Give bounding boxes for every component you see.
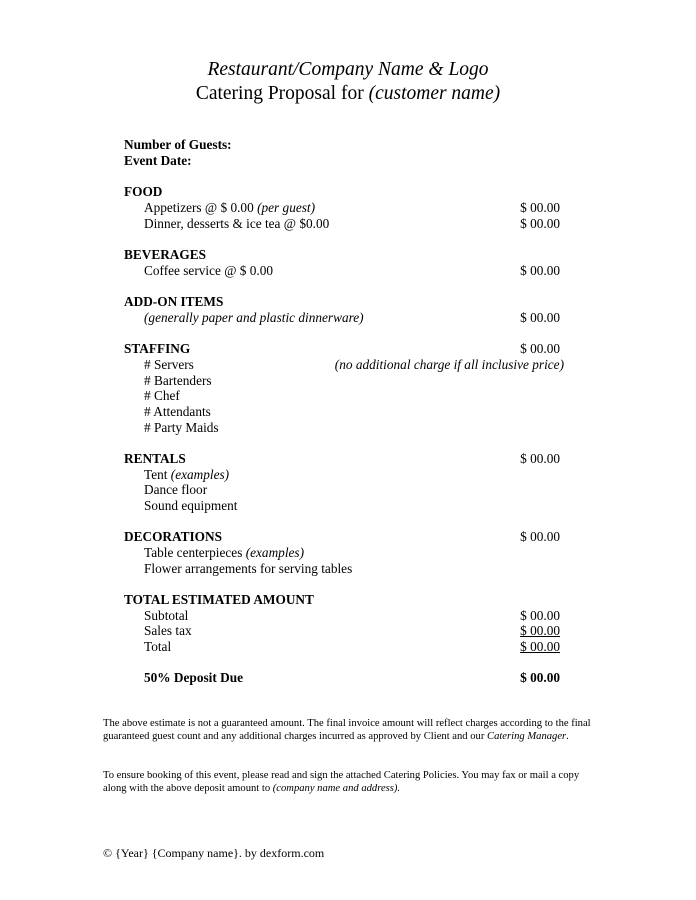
staffing-heading-row (0, 341, 696, 357)
rentals-tent-text: Tent (144, 467, 171, 482)
deposit-row (0, 670, 696, 686)
appetizers-item (144, 200, 315, 216)
staffing-chef-row (0, 388, 696, 404)
appetizers-amount: $ 00.00 (520, 200, 560, 215)
rentals-tent (144, 467, 229, 483)
rentals-sound: Sound equipment (144, 498, 238, 513)
decorations-centerpieces (144, 545, 304, 561)
decorations-centerpieces-note: (examples) (245, 545, 305, 560)
beverages-heading-row (0, 247, 696, 263)
staffing-servers-row (0, 357, 696, 373)
dinner-amount: $ 00.00 (520, 216, 560, 231)
guests-row (0, 137, 696, 153)
rentals-dance-floor-row (0, 482, 696, 498)
staffing-attendants-row (0, 404, 696, 420)
staffing-note: (no additional charge if all inclusive price) (334, 357, 564, 372)
sales-tax-row (0, 623, 696, 639)
appetizers-row (0, 200, 696, 216)
staffing-chef: # Chef (144, 388, 180, 403)
coffee-row (0, 263, 696, 279)
company-name-heading: Restaurant/Company Name & Logo (207, 59, 489, 80)
rentals-heading-row (0, 451, 696, 467)
company-address-placeholder: (company name and address). (272, 783, 401, 794)
staffing-amount: $ 00.00 (520, 341, 560, 356)
deposit-amount: $ 00.00 (520, 670, 560, 685)
rentals-tent-note: (examples) (170, 467, 230, 482)
rentals-dance-floor: Dance floor (144, 482, 208, 497)
staffing-bartenders: # Bartenders (144, 373, 212, 388)
coffee-amount: $ 00.00 (520, 263, 560, 278)
addons-amount: $ 00.00 (520, 310, 560, 325)
total-amount: $ 00.00 (520, 639, 560, 654)
estimate-disclaimer-end: . (566, 731, 569, 742)
decorations-flowers: Flower arrangements for serving tables (144, 561, 353, 576)
total-row (0, 639, 696, 655)
food-heading-row (0, 184, 696, 200)
addons-heading-row (0, 294, 696, 310)
dinner-item: Dinner, desserts & ice tea @ $0.00 (144, 216, 330, 231)
subtotal-label: Subtotal (144, 608, 189, 623)
decorations-amount: $ 00.00 (520, 529, 560, 544)
decorations-centerpieces-row (0, 545, 696, 561)
subtotal-row (0, 608, 696, 624)
appetizers-note: (per guest) (257, 200, 316, 215)
decorations-heading-row (0, 529, 696, 545)
rentals-sound-row (0, 498, 696, 514)
addons-heading: ADD-ON ITEMS (124, 294, 224, 309)
proposal-title (0, 82, 696, 106)
booking-instructions-text: To ensure booking of this event, please read and sign the attached Catering Policies. You may fax or mail a copy along with the above deposit amount to (103, 770, 580, 794)
addons-note: (generally paper and plastic dinnerware) (144, 310, 364, 325)
decorations-heading: DECORATIONS (124, 529, 223, 544)
total-heading: TOTAL ESTIMATED AMOUNT (124, 592, 314, 607)
proposal-customer-name: (customer name) (368, 83, 501, 104)
coffee-item: Coffee service @ $ 0.00 (144, 263, 274, 278)
copyright-footer: © {Year} {Company name}. by dexform.com (103, 846, 325, 860)
sales-tax-label: Sales tax (144, 623, 192, 638)
booking-instructions-paragraph (103, 769, 603, 795)
sales-tax-amount: $ 00.00 (520, 623, 560, 638)
event-date-label: Event Date: (124, 153, 192, 168)
deposit-label: 50% Deposit Due (144, 670, 243, 685)
guests-label: Number of Guests: (124, 137, 232, 152)
staffing-heading: STAFFING (124, 341, 191, 356)
total-label: Total (144, 639, 172, 654)
estimate-disclaimer-paragraph (103, 717, 603, 743)
addons-row (0, 310, 696, 326)
decorations-centerpieces-text: Table centerpieces (144, 545, 246, 560)
rentals-tent-row (0, 467, 696, 483)
appetizers-text: Appetizers @ $ 0.00 (144, 200, 258, 215)
staffing-servers: # Servers (144, 357, 194, 372)
rentals-amount: $ 00.00 (520, 451, 560, 466)
food-heading: FOOD (124, 184, 163, 199)
rentals-heading: RENTALS (124, 451, 186, 466)
total-heading-row (0, 592, 696, 608)
estimate-disclaimer-text: The above estimate is not a guaranteed amount. The final invoice amount will reflect charges according to the final guaranteed guest count and any additional charges incurred as approved by Client and our (103, 718, 591, 742)
subtotal-amount: $ 00.00 (520, 608, 560, 623)
decorations-flowers-row (0, 561, 696, 577)
proposal-title-prefix: Catering Proposal for (195, 83, 369, 104)
staffing-attendants: # Attendants (144, 404, 211, 419)
event-date-row (0, 153, 696, 169)
beverages-heading: BEVERAGES (124, 247, 207, 262)
staffing-party-maids: # Party Maids (144, 420, 219, 435)
staffing-bartenders-row (0, 373, 696, 389)
dinner-row (0, 216, 696, 232)
catering-manager-text: Catering Manager (487, 731, 567, 742)
staffing-party-maids-row (0, 420, 696, 436)
